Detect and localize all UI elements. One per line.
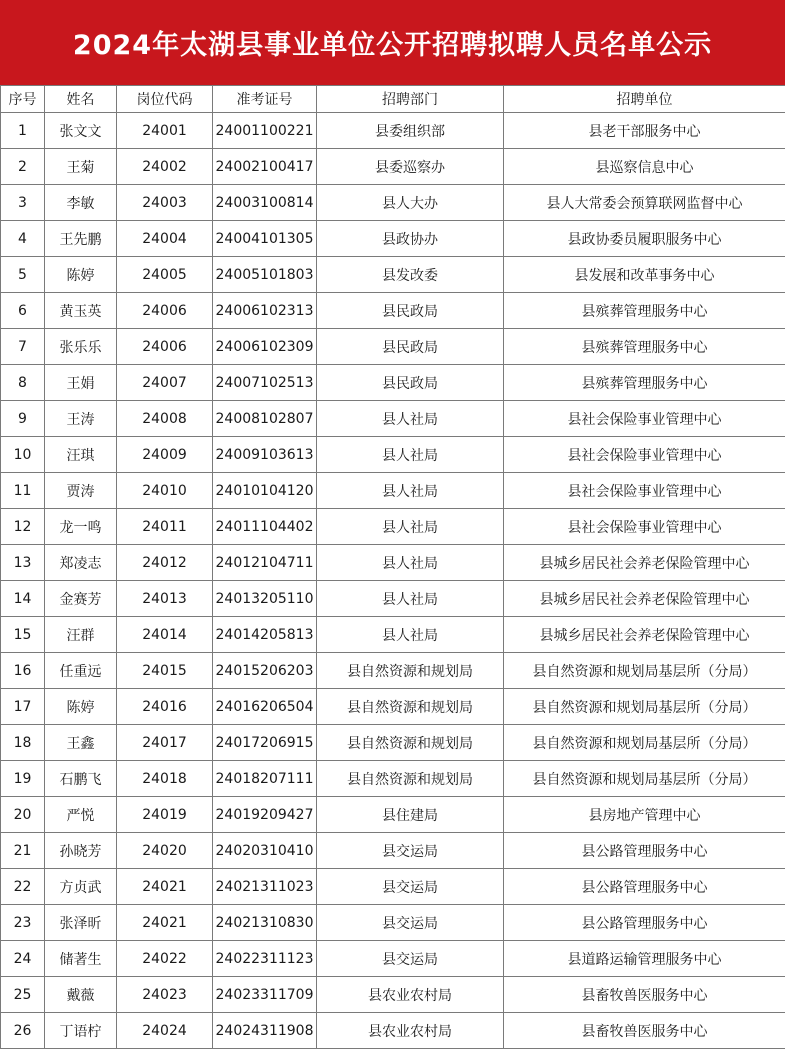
cell-ticket-number: 24006102309 bbox=[213, 329, 317, 365]
table-row bbox=[1, 761, 785, 797]
cell-position-code: 24005 bbox=[117, 257, 213, 293]
table-row bbox=[1, 1013, 785, 1049]
cell-position-code: 24003 bbox=[117, 185, 213, 221]
cell-position-code: 24020 bbox=[117, 833, 213, 869]
cell-unit: 县自然资源和规划局基层所（分局） bbox=[504, 653, 785, 689]
table-row bbox=[1, 653, 785, 689]
cell-seq: 16 bbox=[1, 653, 45, 689]
table-row bbox=[1, 869, 785, 905]
cell-name: 贾涛 bbox=[45, 473, 117, 509]
cell-seq: 11 bbox=[1, 473, 45, 509]
cell-ticket-number: 24010104120 bbox=[213, 473, 317, 509]
cell-department: 县交运局 bbox=[317, 869, 504, 905]
cell-name: 郑凌志 bbox=[45, 545, 117, 581]
table-row bbox=[1, 437, 785, 473]
cell-position-code: 24011 bbox=[117, 509, 213, 545]
cell-name: 石鹏飞 bbox=[45, 761, 117, 797]
cell-department: 县农业农村局 bbox=[317, 977, 504, 1013]
cell-unit: 县人大常委会预算联网监督中心 bbox=[504, 185, 785, 221]
header-ticket-number: 准考证号 bbox=[213, 86, 317, 113]
cell-unit: 县社会保险事业管理中心 bbox=[504, 401, 785, 437]
cell-unit: 县房地产管理中心 bbox=[504, 797, 785, 833]
cell-unit: 县老干部服务中心 bbox=[504, 113, 785, 149]
cell-department: 县人社局 bbox=[317, 401, 504, 437]
cell-position-code: 24024 bbox=[117, 1013, 213, 1049]
cell-seq: 22 bbox=[1, 869, 45, 905]
cell-ticket-number: 24023311709 bbox=[213, 977, 317, 1013]
header-row bbox=[1, 86, 785, 113]
table-row bbox=[1, 365, 785, 401]
header-department: 招聘部门 bbox=[317, 86, 504, 113]
cell-seq: 10 bbox=[1, 437, 45, 473]
cell-unit: 县自然资源和规划局基层所（分局） bbox=[504, 761, 785, 797]
header-unit: 招聘单位 bbox=[504, 86, 785, 113]
cell-position-code: 24007 bbox=[117, 365, 213, 401]
cell-ticket-number: 24004101305 bbox=[213, 221, 317, 257]
cell-unit: 县巡察信息中心 bbox=[504, 149, 785, 185]
cell-department: 县农业农村局 bbox=[317, 1013, 504, 1049]
cell-position-code: 24008 bbox=[117, 401, 213, 437]
cell-department: 县民政局 bbox=[317, 365, 504, 401]
cell-ticket-number: 24001100221 bbox=[213, 113, 317, 149]
cell-position-code: 24017 bbox=[117, 725, 213, 761]
cell-ticket-number: 24009103613 bbox=[213, 437, 317, 473]
cell-department: 县人社局 bbox=[317, 545, 504, 581]
cell-position-code: 24002 bbox=[117, 149, 213, 185]
cell-unit: 县畜牧兽医服务中心 bbox=[504, 977, 785, 1013]
cell-unit: 县公路管理服务中心 bbox=[504, 833, 785, 869]
header-name: 姓名 bbox=[45, 86, 117, 113]
cell-position-code: 24019 bbox=[117, 797, 213, 833]
cell-name: 任重远 bbox=[45, 653, 117, 689]
cell-department: 县人社局 bbox=[317, 437, 504, 473]
cell-position-code: 24014 bbox=[117, 617, 213, 653]
cell-unit: 县政协委员履职服务中心 bbox=[504, 221, 785, 257]
cell-unit: 县城乡居民社会养老保险管理中心 bbox=[504, 581, 785, 617]
cell-name: 方贞武 bbox=[45, 869, 117, 905]
cell-ticket-number: 24014205813 bbox=[213, 617, 317, 653]
cell-position-code: 24012 bbox=[117, 545, 213, 581]
cell-name: 陈婷 bbox=[45, 689, 117, 725]
table-row bbox=[1, 293, 785, 329]
cell-position-code: 24013 bbox=[117, 581, 213, 617]
table-row bbox=[1, 221, 785, 257]
table-row bbox=[1, 725, 785, 761]
cell-ticket-number: 24008102807 bbox=[213, 401, 317, 437]
cell-department: 县人社局 bbox=[317, 581, 504, 617]
cell-name: 丁语柠 bbox=[45, 1013, 117, 1049]
cell-seq: 4 bbox=[1, 221, 45, 257]
cell-unit: 县发展和改革事务中心 bbox=[504, 257, 785, 293]
cell-seq: 8 bbox=[1, 365, 45, 401]
cell-seq: 19 bbox=[1, 761, 45, 797]
cell-unit: 县公路管理服务中心 bbox=[504, 869, 785, 905]
cell-position-code: 24010 bbox=[117, 473, 213, 509]
cell-department: 县住建局 bbox=[317, 797, 504, 833]
cell-ticket-number: 24013205110 bbox=[213, 581, 317, 617]
cell-ticket-number: 24016206504 bbox=[213, 689, 317, 725]
cell-department: 县委巡察办 bbox=[317, 149, 504, 185]
cell-seq: 14 bbox=[1, 581, 45, 617]
cell-ticket-number: 24015206203 bbox=[213, 653, 317, 689]
cell-name: 戴薇 bbox=[45, 977, 117, 1013]
cell-ticket-number: 24007102513 bbox=[213, 365, 317, 401]
cell-ticket-number: 24011104402 bbox=[213, 509, 317, 545]
cell-department: 县交运局 bbox=[317, 833, 504, 869]
cell-name: 王娟 bbox=[45, 365, 117, 401]
cell-seq: 21 bbox=[1, 833, 45, 869]
header-position-code: 岗位代码 bbox=[117, 86, 213, 113]
cell-department: 县交运局 bbox=[317, 905, 504, 941]
cell-ticket-number: 24012104711 bbox=[213, 545, 317, 581]
cell-seq: 17 bbox=[1, 689, 45, 725]
table-row bbox=[1, 905, 785, 941]
table-row bbox=[1, 473, 785, 509]
cell-seq: 23 bbox=[1, 905, 45, 941]
cell-name: 王涛 bbox=[45, 401, 117, 437]
cell-seq: 12 bbox=[1, 509, 45, 545]
table-row bbox=[1, 617, 785, 653]
cell-ticket-number: 24021310830 bbox=[213, 905, 317, 941]
cell-name: 严悦 bbox=[45, 797, 117, 833]
cell-position-code: 24006 bbox=[117, 293, 213, 329]
cell-name: 王鑫 bbox=[45, 725, 117, 761]
cell-ticket-number: 24005101803 bbox=[213, 257, 317, 293]
cell-ticket-number: 24017206915 bbox=[213, 725, 317, 761]
cell-seq: 25 bbox=[1, 977, 45, 1013]
cell-unit: 县社会保险事业管理中心 bbox=[504, 437, 785, 473]
cell-unit: 县道路运输管理服务中心 bbox=[504, 941, 785, 977]
cell-seq: 15 bbox=[1, 617, 45, 653]
cell-name: 黄玉英 bbox=[45, 293, 117, 329]
cell-name: 储著生 bbox=[45, 941, 117, 977]
cell-name: 李敏 bbox=[45, 185, 117, 221]
cell-name: 龙一鸣 bbox=[45, 509, 117, 545]
table-row bbox=[1, 257, 785, 293]
cell-name: 张文文 bbox=[45, 113, 117, 149]
cell-ticket-number: 24020310410 bbox=[213, 833, 317, 869]
cell-unit: 县城乡居民社会养老保险管理中心 bbox=[504, 545, 785, 581]
cell-unit: 县社会保险事业管理中心 bbox=[504, 509, 785, 545]
cell-name: 孙晓芳 bbox=[45, 833, 117, 869]
table-row bbox=[1, 509, 785, 545]
table-row bbox=[1, 977, 785, 1013]
cell-seq: 20 bbox=[1, 797, 45, 833]
cell-seq: 26 bbox=[1, 1013, 45, 1049]
cell-unit: 县殡葬管理服务中心 bbox=[504, 329, 785, 365]
cell-position-code: 24023 bbox=[117, 977, 213, 1013]
table-row bbox=[1, 113, 785, 149]
cell-position-code: 24009 bbox=[117, 437, 213, 473]
cell-department: 县政协办 bbox=[317, 221, 504, 257]
cell-unit: 县自然资源和规划局基层所（分局） bbox=[504, 689, 785, 725]
cell-seq: 18 bbox=[1, 725, 45, 761]
cell-unit: 县公路管理服务中心 bbox=[504, 905, 785, 941]
table-row bbox=[1, 797, 785, 833]
cell-ticket-number: 24019209427 bbox=[213, 797, 317, 833]
cell-seq: 7 bbox=[1, 329, 45, 365]
table-row bbox=[1, 149, 785, 185]
cell-unit: 县殡葬管理服务中心 bbox=[504, 293, 785, 329]
cell-position-code: 24021 bbox=[117, 869, 213, 905]
cell-unit: 县殡葬管理服务中心 bbox=[504, 365, 785, 401]
cell-position-code: 24006 bbox=[117, 329, 213, 365]
cell-name: 金赛芳 bbox=[45, 581, 117, 617]
cell-department: 县人社局 bbox=[317, 617, 504, 653]
cell-position-code: 24004 bbox=[117, 221, 213, 257]
cell-name: 张乐乐 bbox=[45, 329, 117, 365]
cell-name: 汪琪 bbox=[45, 437, 117, 473]
cell-department: 县自然资源和规划局 bbox=[317, 761, 504, 797]
cell-ticket-number: 24024311908 bbox=[213, 1013, 317, 1049]
cell-name: 陈婷 bbox=[45, 257, 117, 293]
cell-seq: 2 bbox=[1, 149, 45, 185]
header-seq: 序号 bbox=[1, 86, 45, 113]
cell-ticket-number: 24002100417 bbox=[213, 149, 317, 185]
cell-department: 县自然资源和规划局 bbox=[317, 653, 504, 689]
cell-department: 县人大办 bbox=[317, 185, 504, 221]
cell-department: 县人社局 bbox=[317, 509, 504, 545]
table-row bbox=[1, 833, 785, 869]
cell-name: 王先鹏 bbox=[45, 221, 117, 257]
table-row bbox=[1, 941, 785, 977]
cell-name: 张泽昕 bbox=[45, 905, 117, 941]
cell-ticket-number: 24003100814 bbox=[213, 185, 317, 221]
cell-department: 县交运局 bbox=[317, 941, 504, 977]
cell-position-code: 24021 bbox=[117, 905, 213, 941]
table-row bbox=[1, 545, 785, 581]
cell-ticket-number: 24018207111 bbox=[213, 761, 317, 797]
cell-unit: 县社会保险事业管理中心 bbox=[504, 473, 785, 509]
cell-unit: 县城乡居民社会养老保险管理中心 bbox=[504, 617, 785, 653]
cell-unit: 县畜牧兽医服务中心 bbox=[504, 1013, 785, 1049]
cell-department: 县民政局 bbox=[317, 329, 504, 365]
cell-name: 王菊 bbox=[45, 149, 117, 185]
cell-ticket-number: 24006102313 bbox=[213, 293, 317, 329]
cell-seq: 9 bbox=[1, 401, 45, 437]
cell-seq: 24 bbox=[1, 941, 45, 977]
cell-department: 县委组织部 bbox=[317, 113, 504, 149]
cell-position-code: 24015 bbox=[117, 653, 213, 689]
cell-position-code: 24016 bbox=[117, 689, 213, 725]
cell-ticket-number: 24022311123 bbox=[213, 941, 317, 977]
cell-seq: 6 bbox=[1, 293, 45, 329]
cell-position-code: 24022 bbox=[117, 941, 213, 977]
cell-seq: 1 bbox=[1, 113, 45, 149]
cell-ticket-number: 24021311023 bbox=[213, 869, 317, 905]
page-title: 2024年太湖县事业单位公开招聘拟聘人员名单公示 bbox=[0, 0, 785, 85]
cell-seq: 5 bbox=[1, 257, 45, 293]
table-row bbox=[1, 581, 785, 617]
cell-department: 县发改委 bbox=[317, 257, 504, 293]
cell-seq: 3 bbox=[1, 185, 45, 221]
candidate-table bbox=[0, 85, 785, 1049]
table-row bbox=[1, 329, 785, 365]
cell-seq: 13 bbox=[1, 545, 45, 581]
cell-department: 县自然资源和规划局 bbox=[317, 725, 504, 761]
cell-department: 县人社局 bbox=[317, 473, 504, 509]
cell-unit: 县自然资源和规划局基层所（分局） bbox=[504, 725, 785, 761]
cell-position-code: 24018 bbox=[117, 761, 213, 797]
table-row bbox=[1, 401, 785, 437]
cell-department: 县自然资源和规划局 bbox=[317, 689, 504, 725]
cell-department: 县民政局 bbox=[317, 293, 504, 329]
cell-name: 汪群 bbox=[45, 617, 117, 653]
table-row bbox=[1, 185, 785, 221]
table-row bbox=[1, 689, 785, 725]
cell-position-code: 24001 bbox=[117, 113, 213, 149]
